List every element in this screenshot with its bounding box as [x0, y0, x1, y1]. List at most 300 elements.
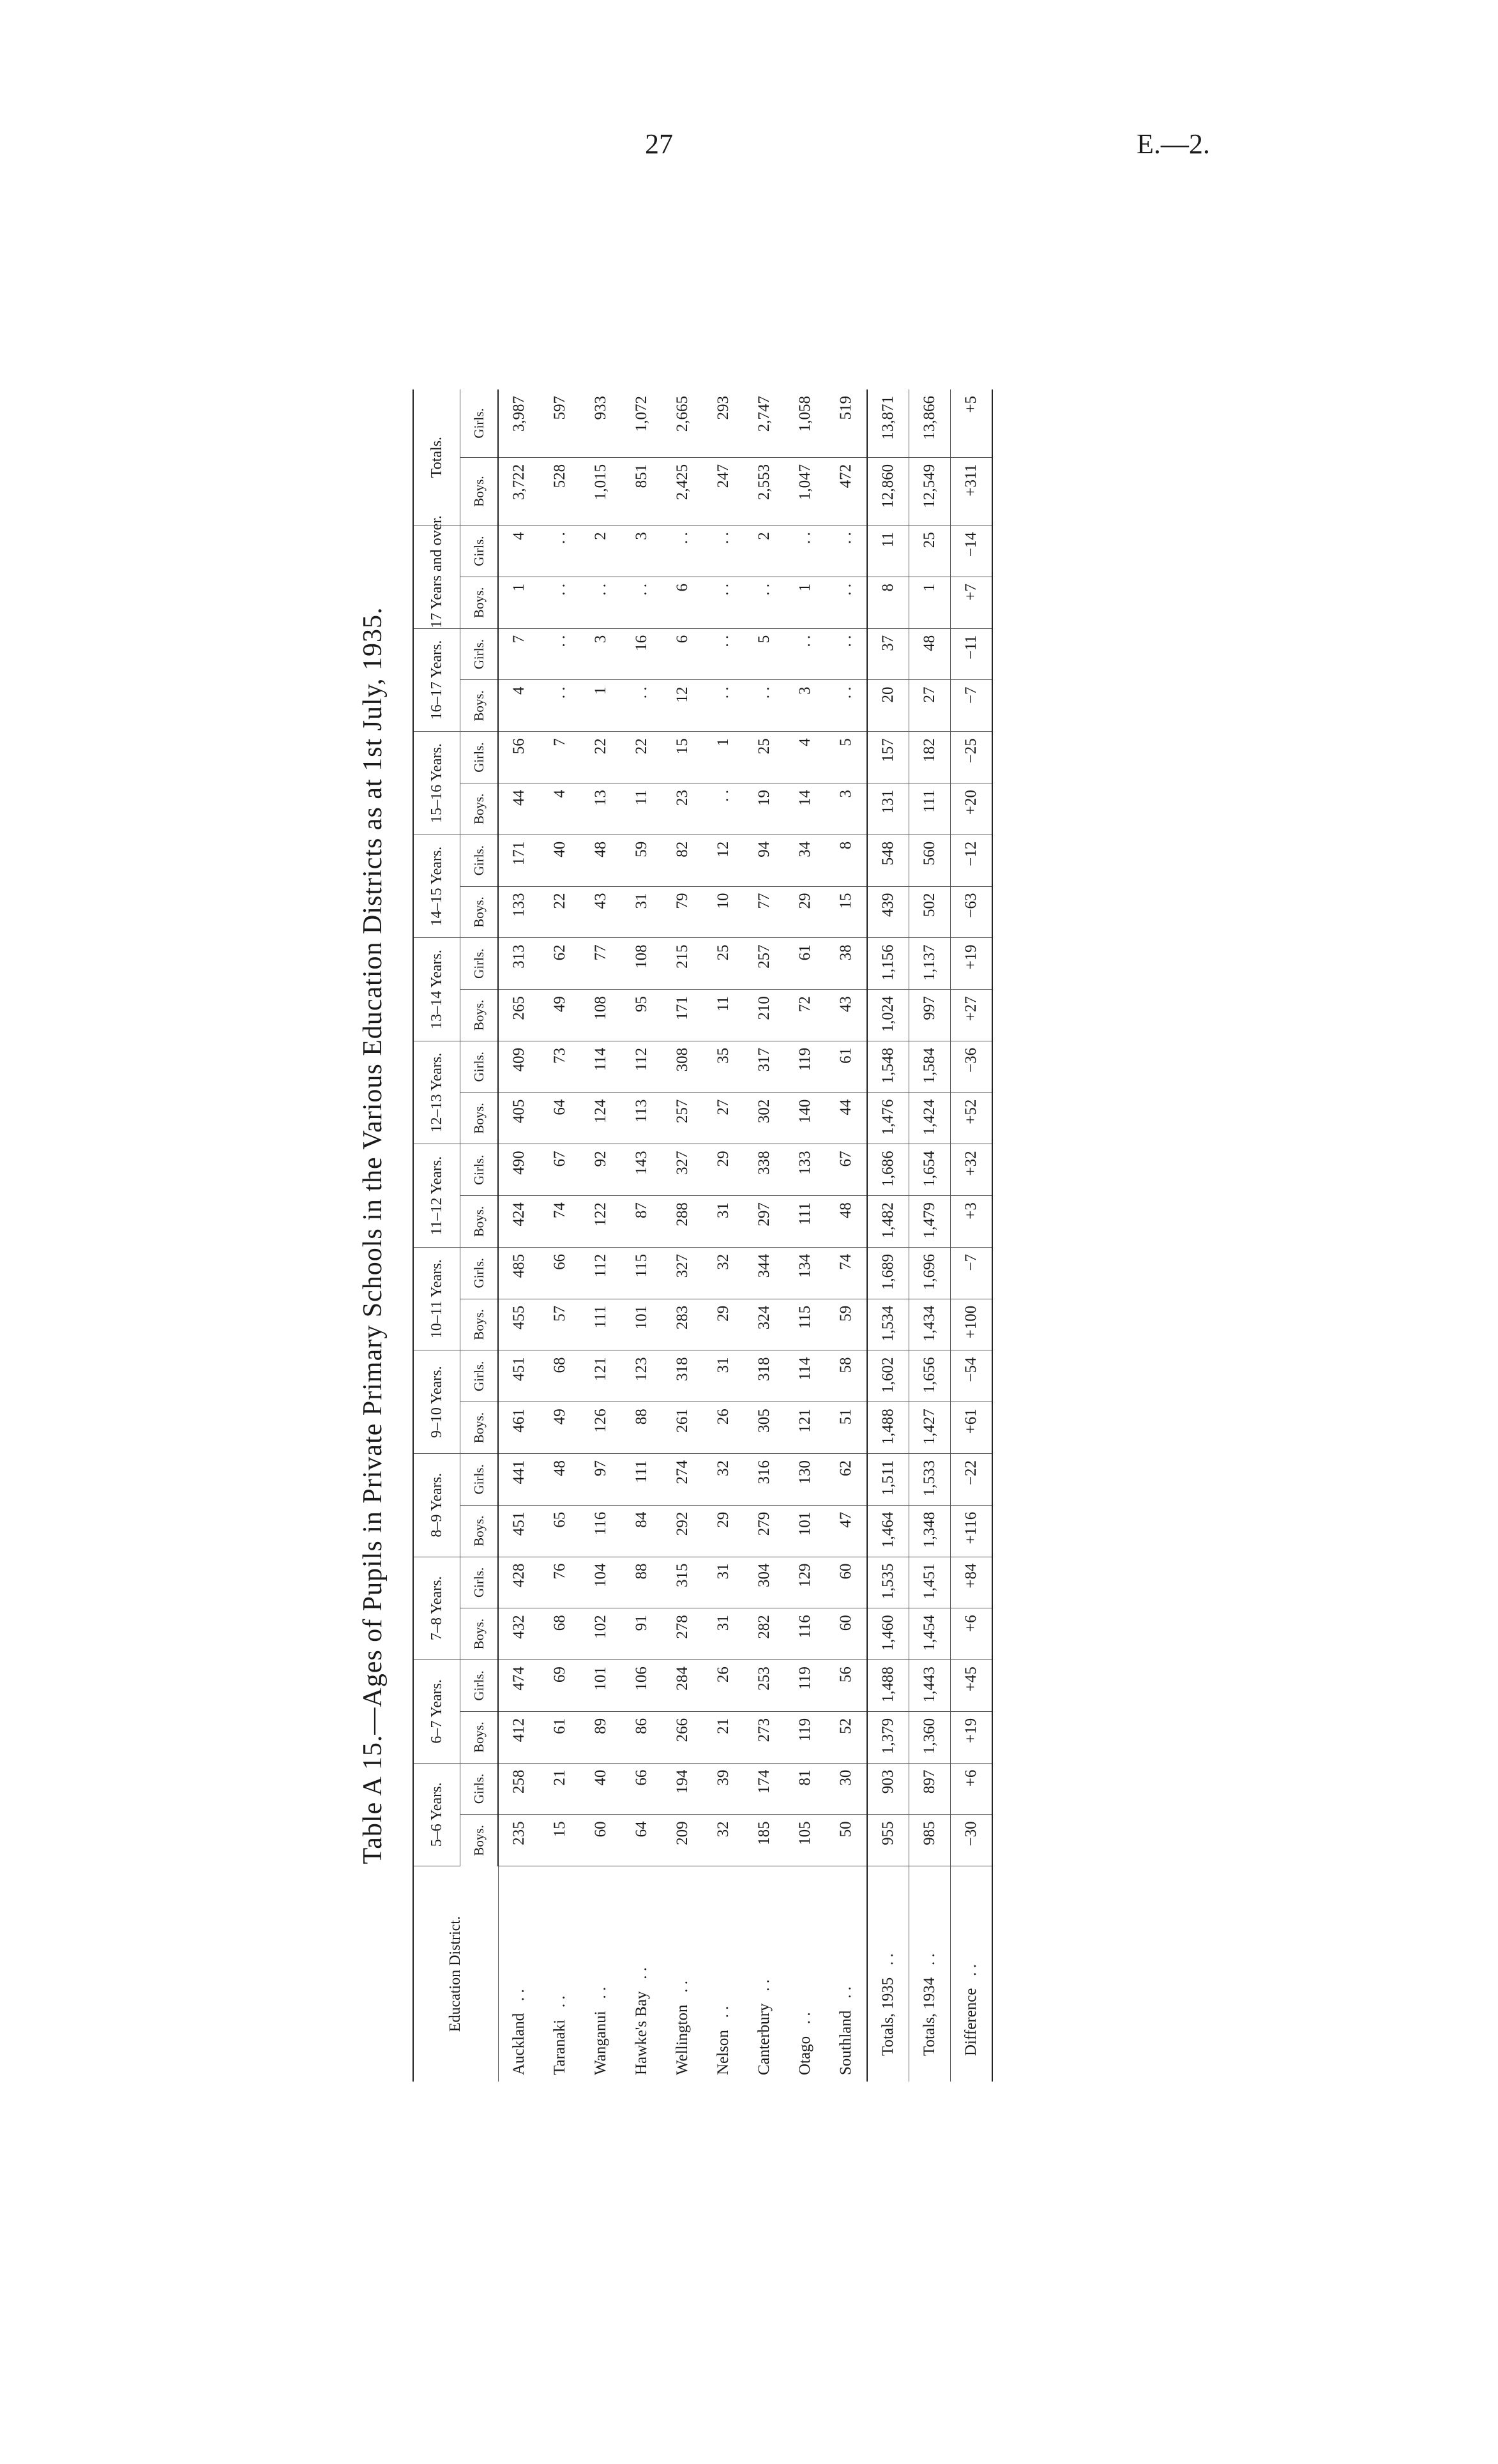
- value-cell: 25: [909, 525, 951, 577]
- value-cell: 1,348: [909, 1505, 951, 1557]
- value-cell: 3: [580, 628, 621, 680]
- value-cell: 81: [785, 1763, 826, 1815]
- value-cell: 133: [785, 1144, 826, 1196]
- value-cell: 34: [785, 835, 826, 886]
- value-cell: 1,535: [867, 1557, 909, 1608]
- value-cell: 955: [867, 1815, 909, 1866]
- district-row: [785, 389, 826, 2082]
- value-cell: 451: [498, 1350, 540, 1402]
- age-group-header: 5–6 Years.: [413, 1763, 460, 1866]
- value-cell: 1,689: [867, 1247, 909, 1299]
- girls-header: Girls.: [460, 938, 499, 990]
- value-cell: +5: [951, 389, 993, 457]
- value-cell: 485: [498, 1247, 540, 1299]
- value-cell: 87: [621, 1196, 662, 1248]
- value-cell: 82: [662, 835, 703, 886]
- value-cell: 1,464: [867, 1505, 909, 1557]
- value-cell: 5: [826, 732, 867, 783]
- value-cell: 174: [744, 1763, 785, 1815]
- value-cell: 1,696: [909, 1247, 951, 1299]
- value-cell: 91: [621, 1608, 662, 1660]
- totals-row: [867, 389, 909, 2082]
- value-cell: 318: [662, 1350, 703, 1402]
- value-cell: 76: [540, 1557, 580, 1608]
- totals-row: [951, 389, 993, 2082]
- value-cell: 32: [703, 1454, 744, 1506]
- value-cell: 122: [580, 1196, 621, 1248]
- value-cell: 1,058: [785, 389, 826, 457]
- row-label-cell: [744, 1866, 785, 2082]
- row-label: Southland: [837, 2010, 854, 2075]
- value-cell: 58: [826, 1350, 867, 1402]
- age-group-header: 17 Years and over.: [413, 525, 460, 629]
- value-cell: 38: [826, 938, 867, 990]
- value-cell: . .: [703, 783, 744, 835]
- value-cell: 60: [826, 1608, 867, 1660]
- value-cell: 52: [826, 1711, 867, 1763]
- value-cell: 57: [540, 1299, 580, 1350]
- value-cell: 114: [580, 1041, 621, 1092]
- boys-header: Boys.: [460, 1608, 499, 1660]
- value-cell: 66: [540, 1247, 580, 1299]
- boys-header: Boys.: [460, 1196, 499, 1248]
- page-number: 27: [645, 128, 673, 160]
- leader-dots: . .: [592, 1986, 609, 1999]
- value-cell: 20: [867, 680, 909, 732]
- leader-dots: . .: [962, 1964, 980, 1976]
- value-cell: 2: [580, 525, 621, 577]
- value-cell: 12: [703, 835, 744, 886]
- value-cell: 1,488: [867, 1402, 909, 1454]
- value-cell: +45: [951, 1660, 993, 1712]
- value-cell: 472: [826, 457, 867, 525]
- value-cell: 461: [498, 1402, 540, 1454]
- value-cell: 1,488: [867, 1660, 909, 1712]
- value-cell: 1,602: [867, 1350, 909, 1402]
- value-cell: 140: [785, 1092, 826, 1144]
- leader-dots: . .: [755, 1979, 773, 1992]
- value-cell: 6: [662, 577, 703, 628]
- value-cell: 14: [785, 783, 826, 835]
- value-cell: 102: [580, 1608, 621, 1660]
- value-cell: 101: [621, 1299, 662, 1350]
- row-label: Nelson: [715, 2030, 732, 2075]
- value-cell: 5: [744, 628, 785, 680]
- value-cell: 13,871: [867, 389, 909, 457]
- girls-header: Girls.: [460, 389, 499, 457]
- value-cell: 548: [867, 835, 909, 886]
- value-cell: −7: [951, 680, 993, 732]
- value-cell: −54: [951, 1350, 993, 1402]
- value-cell: 123: [621, 1350, 662, 1402]
- value-cell: 62: [826, 1454, 867, 1506]
- value-cell: 247: [703, 457, 744, 525]
- value-cell: 64: [540, 1092, 580, 1144]
- leader-dots: . .: [715, 2006, 732, 2018]
- value-cell: 2,665: [662, 389, 703, 457]
- value-cell: 4: [498, 525, 540, 577]
- value-cell: 86: [621, 1711, 662, 1763]
- value-cell: 424: [498, 1196, 540, 1248]
- value-cell: 10: [703, 886, 744, 938]
- value-cell: 32: [703, 1247, 744, 1299]
- boys-header: Boys.: [460, 1299, 499, 1350]
- girls-header: Girls.: [460, 525, 499, 577]
- value-cell: 68: [540, 1350, 580, 1402]
- value-cell: 48: [540, 1454, 580, 1506]
- ages-table: [412, 389, 993, 2082]
- value-cell: 8: [826, 835, 867, 886]
- value-cell: 143: [621, 1144, 662, 1196]
- value-cell: 273: [744, 1711, 785, 1763]
- value-cell: 65: [540, 1505, 580, 1557]
- value-cell: 1,424: [909, 1092, 951, 1144]
- value-cell: 21: [540, 1763, 580, 1815]
- value-cell: 1,482: [867, 1196, 909, 1248]
- boys-header: Boys.: [460, 990, 499, 1041]
- value-cell: 451: [498, 1505, 540, 1557]
- age-group-header: 11–12 Years.: [413, 1144, 460, 1248]
- value-cell: . .: [580, 577, 621, 628]
- value-cell: 215: [662, 938, 703, 990]
- leader-dots: . .: [879, 1953, 897, 1965]
- value-cell: 59: [826, 1299, 867, 1350]
- value-cell: 13: [580, 783, 621, 835]
- value-cell: 68: [540, 1608, 580, 1660]
- value-cell: 1,024: [867, 990, 909, 1041]
- value-cell: 29: [785, 886, 826, 938]
- table-title: Table A 15.—Ages of Pupils in Private Primary Schools in the Various Education Districts as at 1st July, 1935.: [358, 607, 388, 1864]
- value-cell: 1: [909, 577, 951, 628]
- value-cell: 112: [580, 1247, 621, 1299]
- value-cell: 101: [785, 1505, 826, 1557]
- value-cell: −7: [951, 1247, 993, 1299]
- district-row: [621, 389, 662, 2082]
- value-cell: 258: [498, 1763, 540, 1815]
- value-cell: 35: [703, 1041, 744, 1092]
- value-cell: 490: [498, 1144, 540, 1196]
- value-cell: 278: [662, 1608, 703, 1660]
- value-cell: . .: [662, 525, 703, 577]
- value-cell: 56: [826, 1660, 867, 1712]
- value-cell: 13,866: [909, 389, 951, 457]
- row-label-cell: [703, 1866, 744, 2082]
- value-cell: 288: [662, 1196, 703, 1248]
- leader-dots: . .: [510, 1989, 527, 2002]
- value-cell: +27: [951, 990, 993, 1041]
- value-cell: 37: [867, 628, 909, 680]
- age-group-header: 14–15 Years.: [413, 835, 460, 938]
- value-cell: 428: [498, 1557, 540, 1608]
- value-cell: 79: [662, 886, 703, 938]
- value-cell: 6: [662, 628, 703, 680]
- leader-dots: . .: [674, 1981, 691, 1993]
- value-cell: 412: [498, 1711, 540, 1763]
- district-row: [540, 389, 580, 2082]
- value-cell: +32: [951, 1144, 993, 1196]
- value-cell: 108: [580, 990, 621, 1041]
- value-cell: −25: [951, 732, 993, 783]
- row-label-cell: [951, 1866, 993, 2082]
- value-cell: 50: [826, 1815, 867, 1866]
- row-label: Totals, 1935: [879, 1977, 897, 2056]
- value-cell: . .: [703, 577, 744, 628]
- value-cell: 441: [498, 1454, 540, 1506]
- value-cell: 4: [785, 732, 826, 783]
- value-cell: 106: [621, 1660, 662, 1712]
- value-cell: +61: [951, 1402, 993, 1454]
- value-cell: 119: [785, 1041, 826, 1092]
- value-cell: 327: [662, 1144, 703, 1196]
- value-cell: 116: [580, 1505, 621, 1557]
- age-group-header: 16–17 Years.: [413, 628, 460, 732]
- value-cell: 171: [662, 990, 703, 1041]
- value-cell: 72: [785, 990, 826, 1041]
- value-cell: 304: [744, 1557, 785, 1608]
- value-cell: 261: [662, 1402, 703, 1454]
- value-cell: 27: [703, 1092, 744, 1144]
- value-cell: 405: [498, 1092, 540, 1144]
- girls-header: Girls.: [460, 1660, 499, 1712]
- boys-header: Boys.: [460, 1711, 499, 1763]
- value-cell: 111: [621, 1454, 662, 1506]
- value-cell: 297: [744, 1196, 785, 1248]
- value-cell: 338: [744, 1144, 785, 1196]
- value-cell: 19: [744, 783, 785, 835]
- value-cell: 1,072: [621, 389, 662, 457]
- value-cell: 432: [498, 1608, 540, 1660]
- value-cell: 1,476: [867, 1092, 909, 1144]
- value-cell: 1,451: [909, 1557, 951, 1608]
- value-cell: 235: [498, 1815, 540, 1866]
- value-cell: 69: [540, 1660, 580, 1712]
- value-cell: 60: [580, 1815, 621, 1866]
- value-cell: 66: [621, 1763, 662, 1815]
- value-cell: 49: [540, 1402, 580, 1454]
- value-cell: 67: [826, 1144, 867, 1196]
- value-cell: 528: [540, 457, 580, 525]
- value-cell: 23: [662, 783, 703, 835]
- value-cell: 1,360: [909, 1711, 951, 1763]
- value-cell: 1,534: [867, 1299, 909, 1350]
- value-cell: 121: [580, 1350, 621, 1402]
- value-cell: +20: [951, 783, 993, 835]
- value-cell: 257: [662, 1092, 703, 1144]
- value-cell: 2,553: [744, 457, 785, 525]
- row-label-cell: [498, 1866, 540, 2082]
- value-cell: 15: [540, 1815, 580, 1866]
- value-cell: 21: [703, 1711, 744, 1763]
- value-cell: 74: [826, 1247, 867, 1299]
- value-cell: 95: [621, 990, 662, 1041]
- district-column-header: Education District.: [413, 1866, 498, 2082]
- girls-header: Girls.: [460, 1763, 499, 1815]
- value-cell: +311: [951, 457, 993, 525]
- value-cell: 48: [826, 1196, 867, 1248]
- row-label: Difference: [962, 1988, 980, 2056]
- value-cell: . .: [540, 680, 580, 732]
- value-cell: 61: [785, 938, 826, 990]
- value-cell: 1: [498, 577, 540, 628]
- value-cell: 44: [498, 783, 540, 835]
- age-group-header: 12–13 Years.: [413, 1041, 460, 1144]
- value-cell: 1,137: [909, 938, 951, 990]
- girls-header: Girls.: [460, 1350, 499, 1402]
- value-cell: . .: [785, 525, 826, 577]
- value-cell: 133: [498, 886, 540, 938]
- girls-header: Girls.: [460, 1041, 499, 1092]
- value-cell: 502: [909, 886, 951, 938]
- value-cell: 39: [703, 1763, 744, 1815]
- value-cell: 316: [744, 1454, 785, 1506]
- girls-header: Girls.: [460, 1557, 499, 1608]
- value-cell: 210: [744, 990, 785, 1041]
- value-cell: 7: [540, 732, 580, 783]
- value-cell: 126: [580, 1402, 621, 1454]
- value-cell: 29: [703, 1144, 744, 1196]
- value-cell: 40: [540, 835, 580, 886]
- value-cell: 1,460: [867, 1608, 909, 1660]
- value-cell: +6: [951, 1763, 993, 1815]
- value-cell: 26: [703, 1660, 744, 1712]
- value-cell: 327: [662, 1247, 703, 1299]
- totals-row: [909, 389, 951, 2082]
- value-cell: . .: [826, 525, 867, 577]
- value-cell: 1,479: [909, 1196, 951, 1248]
- row-label: Auckland: [510, 2013, 527, 2075]
- value-cell: 119: [785, 1660, 826, 1712]
- value-cell: 134: [785, 1247, 826, 1299]
- value-cell: 305: [744, 1402, 785, 1454]
- value-cell: . .: [826, 577, 867, 628]
- value-cell: 455: [498, 1299, 540, 1350]
- value-cell: 274: [662, 1454, 703, 1506]
- value-cell: 12,549: [909, 457, 951, 525]
- leader-dots: . .: [796, 2012, 813, 2025]
- value-cell: 51: [826, 1402, 867, 1454]
- value-cell: 31: [703, 1608, 744, 1660]
- girls-header: Girls.: [460, 1144, 499, 1196]
- leader-dots: . .: [633, 1967, 650, 1979]
- value-cell: 47: [826, 1505, 867, 1557]
- boys-header: Boys.: [460, 886, 499, 938]
- value-cell: 439: [867, 886, 909, 938]
- value-cell: 12: [662, 680, 703, 732]
- value-cell: 131: [867, 783, 909, 835]
- value-cell: 1: [703, 732, 744, 783]
- value-cell: 3,722: [498, 457, 540, 525]
- value-cell: −22: [951, 1454, 993, 1506]
- value-cell: 266: [662, 1711, 703, 1763]
- value-cell: 11: [703, 990, 744, 1041]
- value-cell: 282: [744, 1608, 785, 1660]
- value-cell: 1,656: [909, 1350, 951, 1402]
- value-cell: 1,511: [867, 1454, 909, 1506]
- boys-header: Boys.: [460, 783, 499, 835]
- value-cell: . .: [621, 577, 662, 628]
- value-cell: 119: [785, 1711, 826, 1763]
- value-cell: 315: [662, 1557, 703, 1608]
- value-cell: 49: [540, 990, 580, 1041]
- value-cell: 3: [785, 680, 826, 732]
- row-label: Taranaki: [551, 2019, 568, 2075]
- girls-header: Girls.: [460, 1247, 499, 1299]
- value-cell: . .: [826, 628, 867, 680]
- boys-header: Boys.: [460, 1402, 499, 1454]
- value-cell: 89: [580, 1711, 621, 1763]
- value-cell: 1,548: [867, 1041, 909, 1092]
- row-label-cell: [785, 1866, 826, 2082]
- value-cell: 1,427: [909, 1402, 951, 1454]
- value-cell: 15: [662, 732, 703, 783]
- value-cell: 257: [744, 938, 785, 990]
- value-cell: −11: [951, 628, 993, 680]
- value-cell: . .: [540, 577, 580, 628]
- district-row: [826, 389, 867, 2082]
- age-group-header: 8–9 Years.: [413, 1454, 460, 1557]
- value-cell: 11: [621, 783, 662, 835]
- row-label: Wellington: [674, 2004, 691, 2075]
- value-cell: 1,434: [909, 1299, 951, 1350]
- value-cell: 851: [621, 457, 662, 525]
- value-cell: +116: [951, 1505, 993, 1557]
- leader-dots: . .: [921, 1953, 938, 1965]
- value-cell: 560: [909, 835, 951, 886]
- value-cell: +100: [951, 1299, 993, 1350]
- value-cell: 30: [826, 1763, 867, 1815]
- row-label-cell: [621, 1866, 662, 2082]
- value-cell: 115: [621, 1247, 662, 1299]
- value-cell: 112: [621, 1041, 662, 1092]
- value-cell: 26: [703, 1402, 744, 1454]
- value-cell: . .: [744, 680, 785, 732]
- value-cell: . .: [621, 680, 662, 732]
- value-cell: 111: [580, 1299, 621, 1350]
- value-cell: +19: [951, 938, 993, 990]
- value-cell: 157: [867, 732, 909, 783]
- value-cell: 1,686: [867, 1144, 909, 1196]
- value-cell: 25: [744, 732, 785, 783]
- value-cell: −36: [951, 1041, 993, 1092]
- report-code: E.—2.: [1137, 128, 1210, 160]
- value-cell: 44: [826, 1092, 867, 1144]
- value-cell: 77: [744, 886, 785, 938]
- leader-dots: . .: [837, 1986, 854, 1999]
- value-cell: 48: [909, 628, 951, 680]
- value-cell: −63: [951, 886, 993, 938]
- value-cell: 62: [540, 938, 580, 990]
- row-label-cell: [909, 1866, 951, 2082]
- value-cell: 1,443: [909, 1660, 951, 1712]
- value-cell: 32: [703, 1815, 744, 1866]
- value-cell: −12: [951, 835, 993, 886]
- value-cell: 293: [703, 389, 744, 457]
- value-cell: 40: [580, 1763, 621, 1815]
- value-cell: 1: [580, 680, 621, 732]
- value-cell: 111: [785, 1196, 826, 1248]
- value-cell: +84: [951, 1557, 993, 1608]
- value-cell: 1,047: [785, 457, 826, 525]
- value-cell: . .: [703, 525, 744, 577]
- value-cell: 67: [540, 1144, 580, 1196]
- value-cell: . .: [540, 628, 580, 680]
- row-label: Totals, 1934: [921, 1977, 938, 2056]
- age-group-header-row: [413, 389, 460, 2082]
- value-cell: . .: [826, 680, 867, 732]
- age-group-header: 7–8 Years.: [413, 1557, 460, 1660]
- value-cell: 171: [498, 835, 540, 886]
- district-row: [744, 389, 785, 2082]
